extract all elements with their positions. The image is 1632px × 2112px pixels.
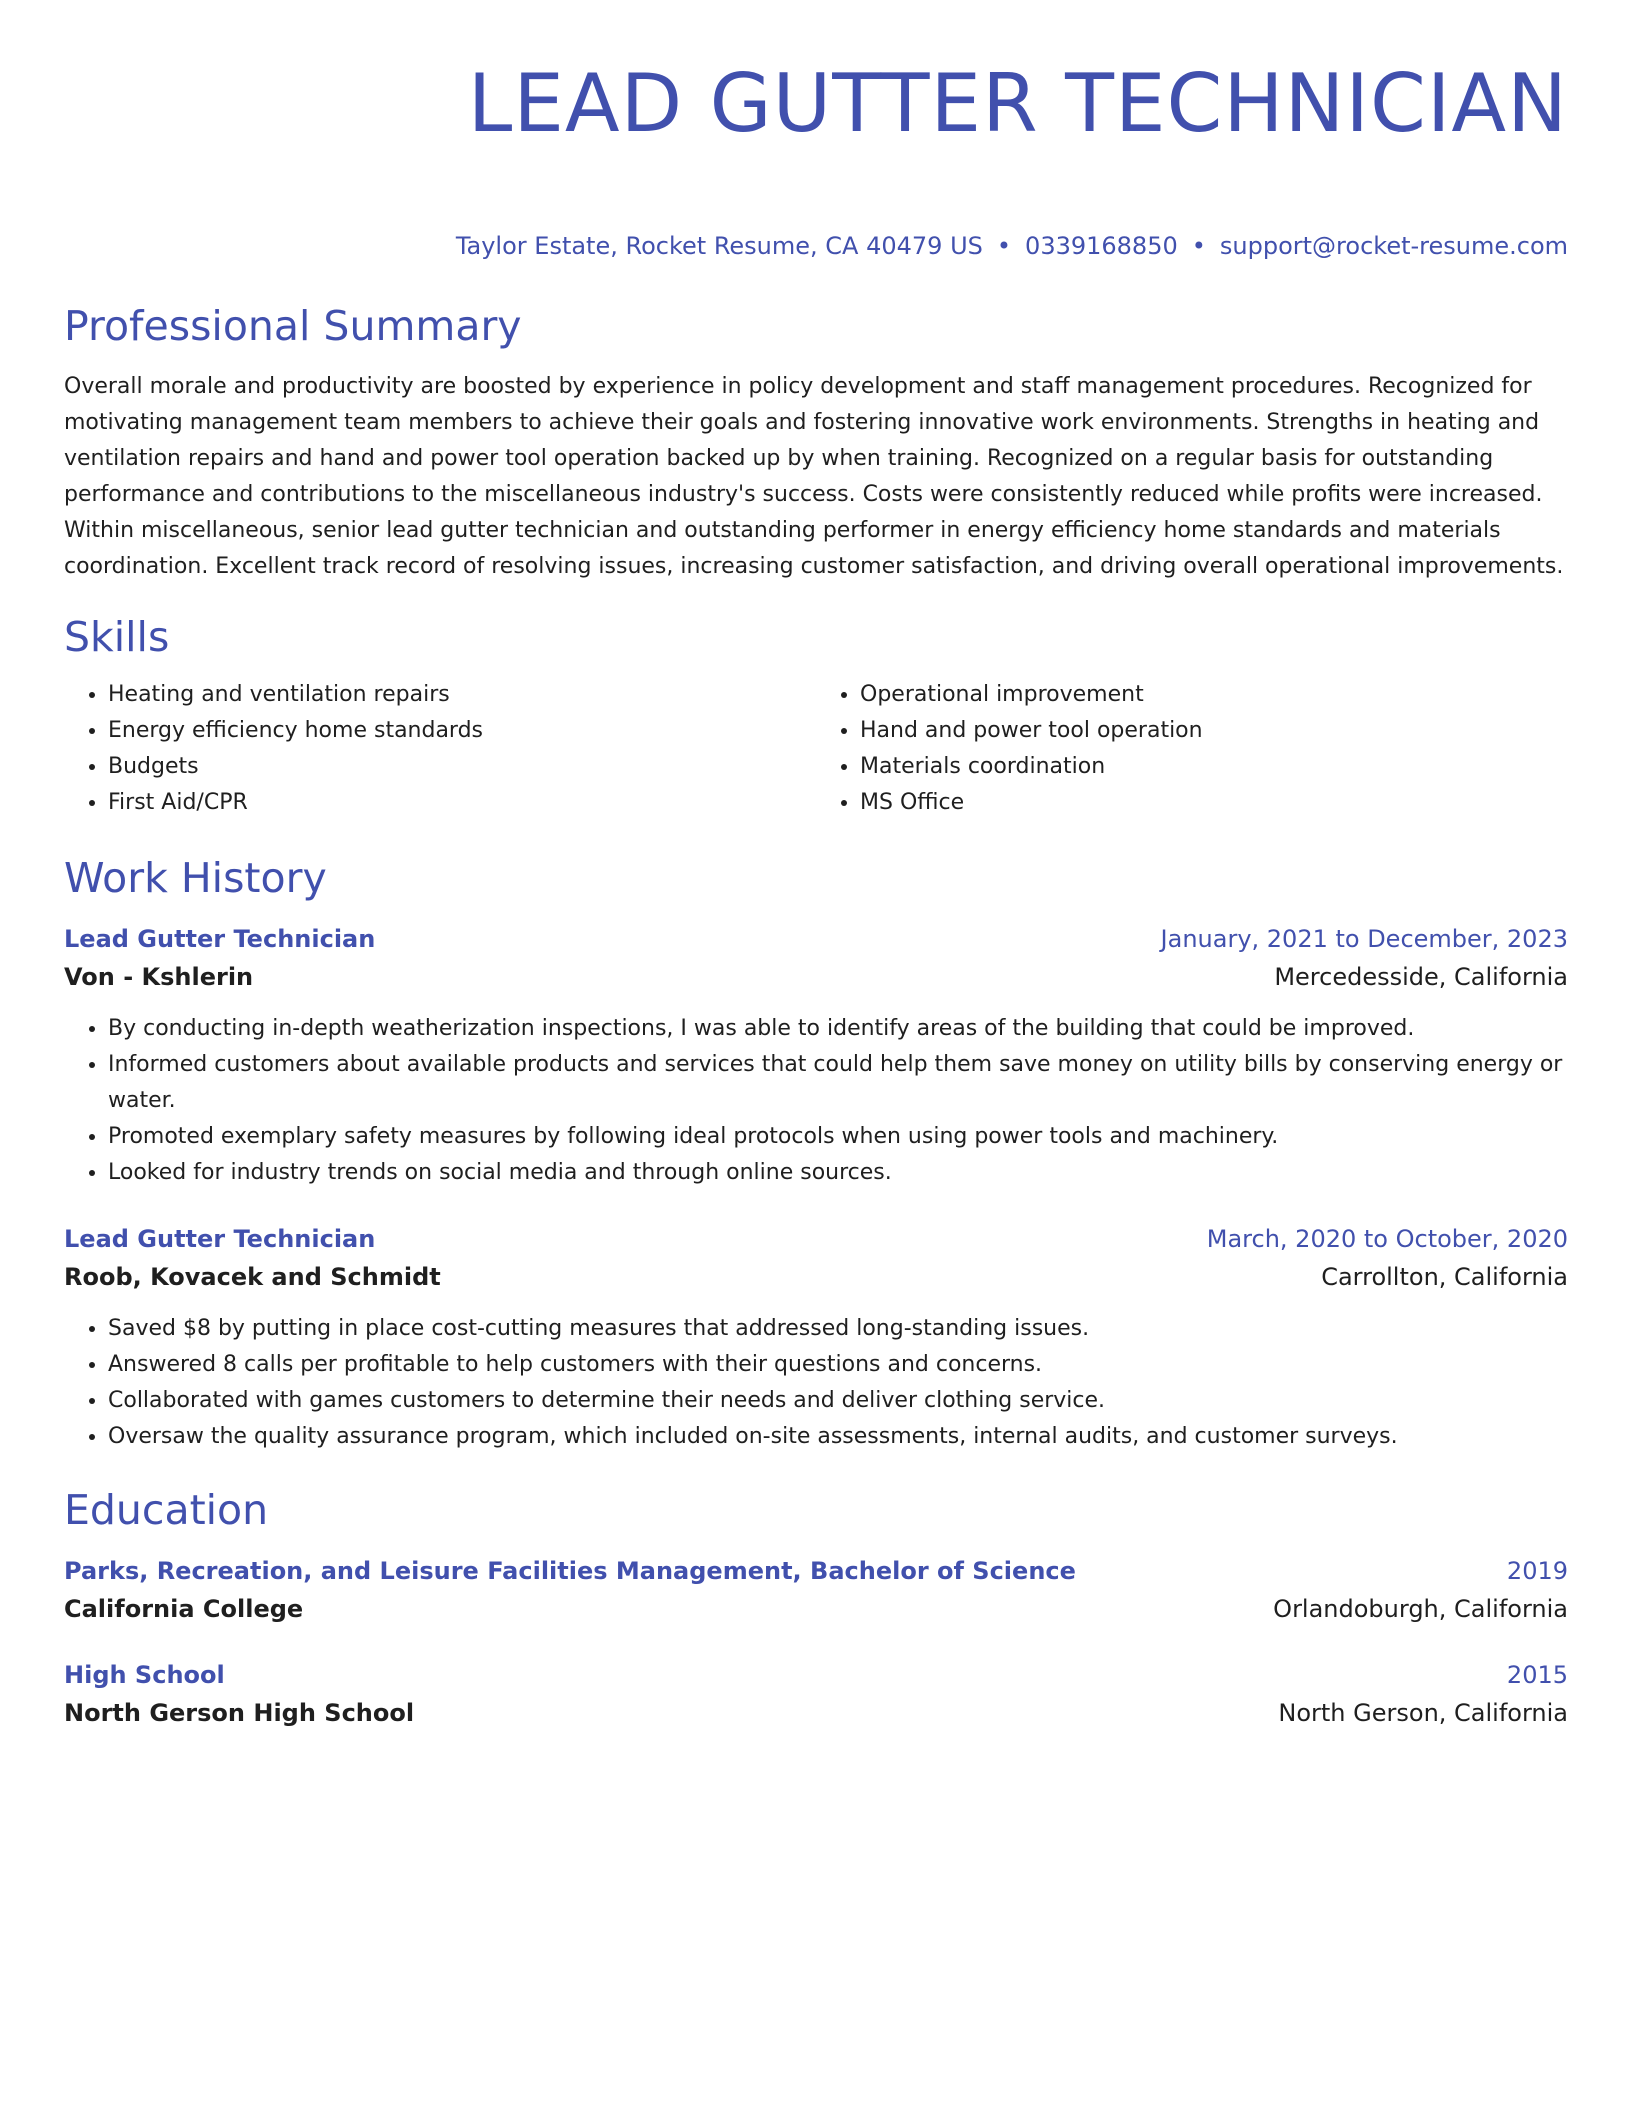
skills-section bbox=[64, 612, 1568, 821]
contact-line bbox=[64, 230, 1568, 262]
job-bullet: • Answered 8 calls per profitable to help customers with their questions and concerns. bbox=[108, 1347, 1568, 1383]
skill-item: • Materials coordination bbox=[860, 749, 1568, 785]
education-section bbox=[64, 1485, 1568, 1729]
job-bullet: • Promoted exemplary safety measures by following ideal protocols when using power tools and machinery. bbox=[108, 1119, 1568, 1155]
education-header bbox=[64, 1555, 1568, 1587]
education-school: North Gerson High School bbox=[64, 1699, 415, 1727]
education-degree: High School bbox=[64, 1661, 225, 1689]
job-title: Lead Gutter Technician bbox=[64, 925, 376, 953]
education-entry bbox=[64, 1555, 1568, 1625]
skills-grid bbox=[64, 677, 1568, 821]
education-entry bbox=[64, 1659, 1568, 1729]
job-bullet: • Saved $8 by putting in place cost-cutting measures that addressed long-standing issues. bbox=[108, 1311, 1568, 1347]
skills-heading: Skills bbox=[64, 613, 170, 661]
education-location: North Gerson, California bbox=[1278, 1699, 1568, 1727]
job-subheader bbox=[64, 961, 1568, 993]
contact-separator: • bbox=[996, 232, 1012, 260]
education-location: Orlandoburgh, California bbox=[1273, 1595, 1568, 1623]
contact-separator: • bbox=[1191, 232, 1206, 260]
education-year: 2015 bbox=[1506, 1661, 1568, 1689]
summary-text: Overall morale and productivity are boosted by experience in policy development and staff management procedures. Recognized for motivating management team members to achieve their goals and fostering innovative work environments. Strengths in heating and ventilation repairs and hand and power tool operation backed up by when training. Recognized on a regular basis for outstanding performance and contributions to the miscellaneous industry's success. Costs were consistently reduced while profits were increased. Within miscellaneous, senior lead gutter technician and outstanding performer in energy efficiency home standards and materials coordination. Excellent track record of resolving issues, increasing customer satisfaction, and driving overall operational improvements. bbox=[64, 374, 1564, 579]
resume-header bbox=[64, 56, 1568, 262]
job-entry bbox=[64, 923, 1568, 1191]
education-header bbox=[64, 1659, 1568, 1691]
skill-item: • Energy efficiency home standards bbox=[108, 713, 816, 749]
job-location: Carrollton, California bbox=[1321, 1263, 1568, 1291]
education-year: 2019 bbox=[1506, 1557, 1568, 1585]
job-bullet: • Looked for industry trends on social media and through online sources. bbox=[108, 1155, 1568, 1191]
job-bullet: • Oversaw the quality assurance program, which included on-site assessments, internal audits, and customer surveys. bbox=[108, 1419, 1568, 1455]
job-dates: January, 2021 to December, 2023 bbox=[1160, 925, 1568, 953]
summary-section bbox=[64, 301, 1568, 585]
summary-heading: Professional Summary bbox=[64, 302, 522, 350]
job-bullet: • Collaborated with games customers to determine their needs and deliver clothing service. bbox=[108, 1383, 1568, 1419]
education-degree: Parks, Recreation, and Leisure Facilities Management, Bachelor of Science bbox=[64, 1557, 1076, 1585]
work-history-heading: Work History bbox=[64, 854, 327, 902]
job-dates: March, 2020 to October, 2020 bbox=[1206, 1225, 1568, 1253]
contact-email[interactable]: support@rocket-resume.com bbox=[1219, 232, 1568, 260]
education-school: California College bbox=[64, 1595, 304, 1623]
skills-list-right bbox=[816, 677, 1568, 821]
job-header bbox=[64, 1223, 1568, 1255]
skill-item: • Operational improvement bbox=[860, 677, 1568, 713]
job-company: Von - Kshlerin bbox=[64, 963, 254, 991]
education-subheader bbox=[64, 1593, 1568, 1625]
job-company: Roob, Kovacek and Schmidt bbox=[64, 1263, 441, 1291]
job-entry bbox=[64, 1223, 1568, 1455]
contact-phone: 0339168850 bbox=[1025, 232, 1178, 260]
contact-address: Taylor Estate, Rocket Resume, CA 40479 US bbox=[455, 232, 983, 260]
education-heading: Education bbox=[64, 1486, 269, 1534]
education-subheader bbox=[64, 1697, 1568, 1729]
job-title: Lead Gutter Technician bbox=[64, 1225, 376, 1253]
job-subheader bbox=[64, 1261, 1568, 1293]
job-location: Mercedesside, California bbox=[1274, 963, 1568, 991]
job-bullet: • By conducting in-depth weatherization inspections, I was able to identify areas of the building that could be improved. bbox=[108, 1011, 1568, 1047]
job-header bbox=[64, 923, 1568, 955]
skill-item: • MS Office bbox=[860, 785, 1568, 821]
job-bullets bbox=[64, 1011, 1568, 1191]
skill-item: • Budgets bbox=[108, 749, 816, 785]
resume-title: LEAD GUTTER TECHNICIAN bbox=[467, 57, 1568, 150]
skills-list-left bbox=[64, 677, 816, 821]
job-bullets bbox=[64, 1311, 1568, 1455]
skill-item: • Heating and ventilation repairs bbox=[108, 677, 816, 713]
skill-item: • First Aid/CPR bbox=[108, 785, 816, 821]
skill-item: • Hand and power tool operation bbox=[860, 713, 1568, 749]
job-bullet: • Informed customers about available products and services that could help them save money on utility bills by conserving energy or water. bbox=[108, 1047, 1568, 1119]
work-history-section bbox=[64, 853, 1568, 1455]
